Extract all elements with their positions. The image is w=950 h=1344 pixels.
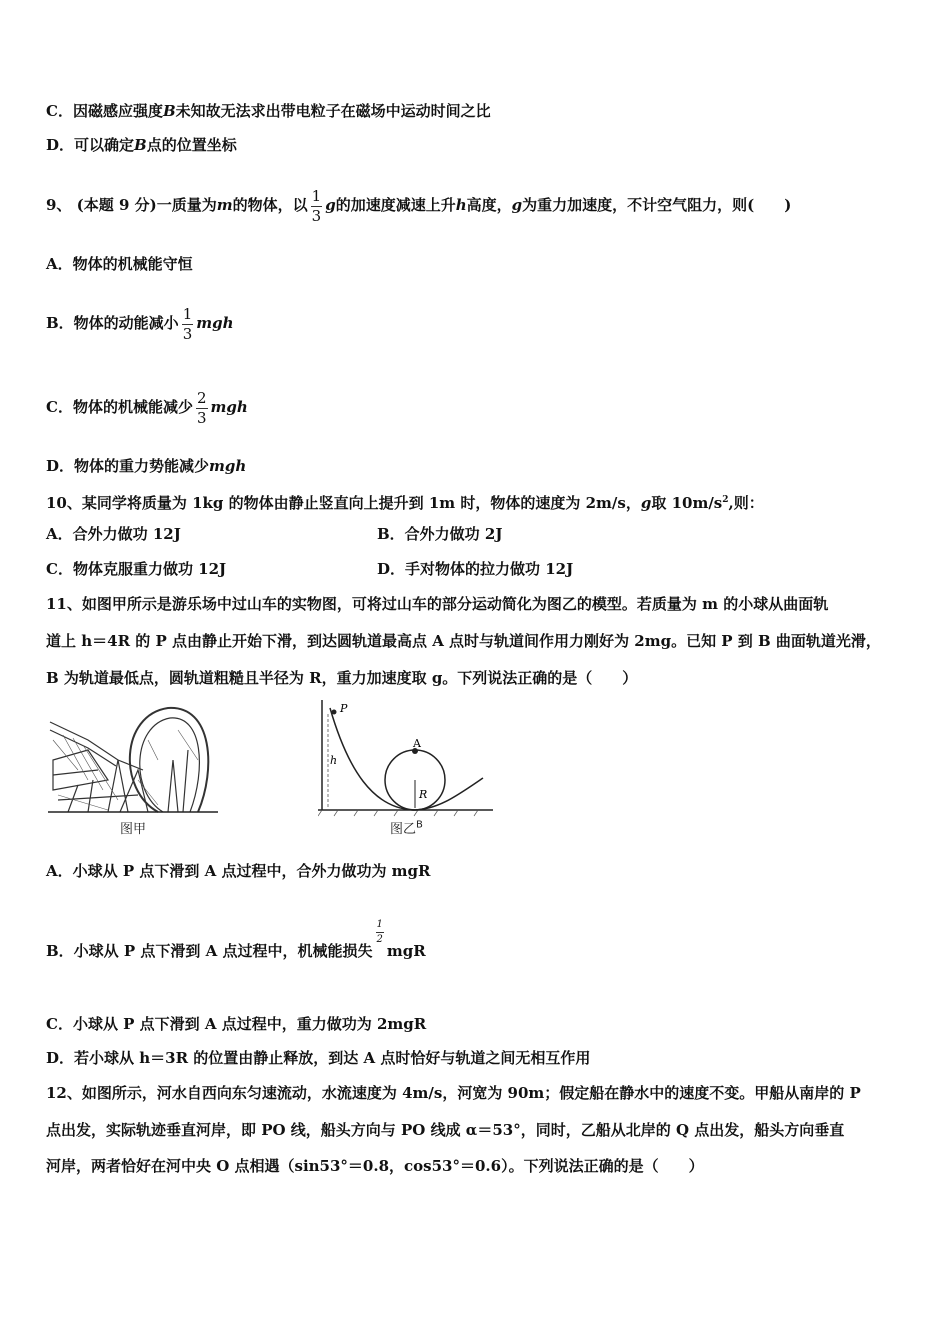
q11-stem-line1: 11、如图甲所示是游乐场中过山车的实物图，可将过山车的部分运动简化为图乙的模型。若质量为 m 的小球从曲面轨 (46, 595, 829, 613)
q9-var-g: g (325, 196, 336, 214)
q11-option-b-den: 2 (376, 934, 383, 945)
q10-option-d: D．手对物体的拉力做功 12J (377, 560, 574, 578)
q12-stem-line3: 河岸，两者恰好在河中央 O 点相遇（sin53°＝0.8，cos53°＝0.6）。下列说法正确的是（ ） (46, 1157, 704, 1175)
label-b: B (416, 819, 423, 831)
q9-stem-e: 为重力加速度，不计空气阻力，则( ) (522, 196, 792, 214)
q9-var-m: m (216, 196, 233, 214)
q9-option-b (46, 302, 234, 344)
track-diagram (318, 700, 498, 818)
q9-option-b-unit: mgh (196, 314, 234, 332)
q8-option-d-rest: 点的位置坐标 (146, 136, 237, 154)
q9-frac-num: 1 (311, 186, 322, 205)
q8-option-d-text: D．可以确定 (46, 136, 135, 154)
q9-fraction (311, 186, 323, 225)
q9-option-d-text: D．物体的重力势能减少 (46, 457, 210, 475)
q10-stem (46, 490, 764, 513)
q8-option-c (46, 101, 491, 121)
label-h: h (330, 754, 338, 767)
q9-var-g2: g (511, 196, 523, 214)
q9-stem-a: 9、 (本题 9 分)一质量为 (46, 196, 217, 214)
roller-coaster-sketch (48, 700, 218, 815)
q8-option-d (46, 135, 237, 155)
q8-option-c-rest: 未知故无法求出带电粒子在磁场中运动时间之比 (175, 102, 491, 120)
q9-stem-d: 高度， (466, 196, 512, 214)
q9-var-h: h (455, 196, 467, 214)
q10-stem-c: ,则： (728, 494, 764, 512)
q10-sup: 2 (722, 495, 729, 505)
q8-option-c-text: C．因磁感应强度 (46, 102, 163, 120)
q9-frac-den: 3 (311, 206, 322, 225)
q8-option-c-var: B (162, 102, 176, 120)
q9-option-d (46, 456, 246, 476)
q11-option-c: C．小球从 P 点下滑到 A 点过程中，重力做功为 2mgR (46, 1015, 427, 1033)
q9-option-a: A．物体的机械能守恒 (46, 255, 193, 273)
q11-stem-line2: 道上 h＝4R 的 P 点由静止开始下滑，到达圆轨道最高点 A 点时与轨道间作用力刚好为 2mg。已知 P 到 B 曲面轨道光滑， (46, 632, 881, 650)
q11-option-b-text: B．小球从 P 点下滑到 A 点过程中，机械能损失 (46, 942, 373, 960)
q9-stem-c: 的加速度减速上升 (335, 196, 456, 214)
q10-stem-b: 取 10m/s (651, 494, 723, 512)
q10-var-g: g (640, 494, 652, 512)
figure-roller-coaster-photo (48, 700, 218, 840)
q11-option-b-unit: mgR (386, 942, 426, 960)
label-p: P (340, 702, 348, 715)
q9-option-b-num: 1 (182, 304, 193, 323)
figure-caption-yi (390, 818, 423, 837)
q8-option-d-var: B (134, 136, 147, 154)
q11-option-b-fraction (376, 920, 384, 945)
label-a: A (413, 737, 421, 750)
figure-caption-yi-text: 图乙 (390, 822, 417, 837)
q10-option-c: C．物体克服重力做功 12J (46, 560, 227, 578)
q9-option-b-den: 3 (182, 324, 193, 343)
q11-option-d: D．若小球从 h＝3R 的位置由静止释放，到达 A 点时恰好与轨道之间无相互作用 (46, 1049, 591, 1067)
q11-option-b-num: 1 (376, 919, 383, 930)
q9-option-c-fraction (196, 388, 208, 427)
q9-option-b-fraction (182, 304, 194, 343)
q9-stem-b: 的物体，以 (232, 196, 308, 214)
figure-caption-jia: 图甲 (120, 822, 147, 837)
q10-option-b: B．合外力做功 2J (377, 525, 503, 543)
q9-option-c-den: 3 (196, 408, 207, 427)
q10-option-a: A．合外力做功 12J (46, 525, 181, 543)
q10-stem-a: 10、某同学将质量为 1kg 的物体由静止竖直向上提升到 1m 时，物体的速度为 2m/s， (46, 494, 641, 512)
q9-option-c-unit: mgh (210, 398, 248, 416)
q9-option-c (46, 386, 248, 428)
q9-stem (46, 184, 791, 226)
figure-track-model (318, 700, 498, 840)
label-r: R (419, 788, 428, 801)
q9-option-c-text: C．物体的机械能减少 (46, 398, 193, 416)
q9-option-b-text: B．物体的动能减小 (46, 314, 179, 332)
q11-option-b (46, 920, 426, 972)
q12-stem-line2: 点出发，实际轨迹垂直河岸，即 PO 线，船头方向与 PO 线成 α＝53°，同时，乙船从北岸的 Q 点出发，船头方向垂直 (46, 1121, 845, 1139)
q9-option-c-num: 2 (196, 388, 207, 407)
q11-option-a: A．小球从 P 点下滑到 A 点过程中，合外力做功为 mgR (46, 862, 431, 880)
q11-stem-line3: B 为轨道最低点，圆轨道粗糙且半径为 R，重力加速度取 g。下列说法正确的是（ ） (46, 669, 638, 687)
q12-stem-line1: 12、如图所示，河水自西向东匀速流动，水流速度为 4m/s，河宽为 90m；假定船在静水中的速度不变。甲船从南岸的 P (46, 1084, 861, 1102)
q9-option-d-unit: mgh (209, 457, 247, 475)
